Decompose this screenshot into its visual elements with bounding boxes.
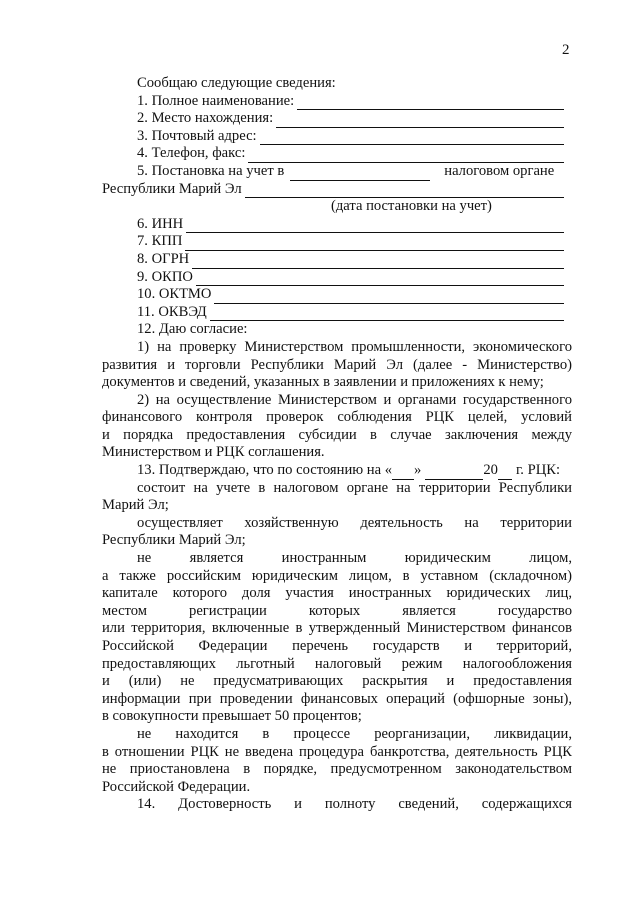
okpo-blank[interactable] — [196, 272, 564, 286]
ogrn-blank[interactable] — [192, 255, 564, 269]
field-okpo: 9. ОКПО — [102, 269, 572, 287]
consent-p1-line: 1) на проверку Министерством промышленности, экономического — [137, 338, 572, 355]
field-inn: 6. ИНН — [102, 216, 572, 234]
tax-registration-note: (дата постановки на учет) — [331, 198, 492, 215]
field-okved: 11. ОКВЭД — [102, 304, 572, 322]
confirm-p3-line: информации при проведении финансовых операций (офшорные зоны), — [102, 690, 572, 707]
tax-registration-blank[interactable] — [290, 167, 430, 181]
field-location: 2. Место нахождения: — [102, 110, 572, 128]
kpp-blank[interactable] — [185, 237, 564, 251]
consent-p1-line: документов и сведений, указанных в заявлении и приложениях к нему; — [102, 374, 544, 391]
confirm-p3-line: а также российским юридическим лицом, в уставном (складочном) — [102, 567, 572, 584]
inn-blank[interactable] — [186, 219, 564, 233]
field-kpp: 7. КПП — [102, 233, 572, 251]
year-blank[interactable] — [498, 466, 512, 480]
confirm-p4-line: не приостановлена в порядке, предусмотренном законодательством — [102, 761, 572, 778]
consent-p2-line: финансового контроля проверок соблюдения РЦК целей, условий — [102, 409, 572, 426]
confirm-p3-line: Российской Федерации перечень государств и территорий, — [102, 638, 572, 654]
field-oktmo: 10. ОКТМО — [102, 286, 572, 304]
page-number: 2 — [562, 42, 570, 58]
postal-address-blank[interactable] — [260, 131, 564, 145]
field-postal-address: 3. Почтовый адрес: — [102, 128, 572, 146]
form-body — [102, 75, 572, 814]
confirm-p3-line: предоставляющих льготный налоговый режим налогообложения — [102, 655, 572, 672]
confirm-p3-line: не является иностранным юридическим лицом, — [137, 550, 572, 567]
field-phone-fax: 4. Телефон, факс: — [102, 145, 572, 163]
confirm-p2-line: Республики Марий Эл; — [102, 532, 246, 549]
okved-blank[interactable] — [210, 307, 564, 321]
confirm-p3-line: в совокупности превышает 50 процентов; — [102, 708, 362, 725]
phone-fax-blank[interactable] — [248, 149, 564, 163]
intro-text: Сообщаю следующие сведения: — [137, 75, 336, 91]
confirm-p3-line: местом регистрации которых является государство — [102, 602, 572, 619]
confirm-p2-line: осуществляет хозяйственную деятельность на территории — [137, 514, 572, 531]
last-paragraph-line: 14. Достоверность и полноту сведений, содержащихся — [137, 796, 572, 813]
field-tax-registration: 5. Постановка на учет в налоговом органе — [137, 162, 555, 179]
confirm-p3-line: или территория, включенные в утвержденный Министерством финансов — [102, 620, 572, 637]
day-blank[interactable] — [392, 466, 414, 480]
oktmo-blank[interactable] — [214, 290, 564, 304]
tax-registration-date-blank[interactable] — [245, 184, 564, 198]
confirm-p3-line: капитале которого доля участия иностранных юридических лиц, — [102, 585, 572, 602]
consent-p2-line: 2) на осуществление Министерством и органами государственного — [137, 391, 572, 408]
location-blank[interactable] — [276, 114, 564, 128]
field-full-name: 1. Полное наименование: — [102, 93, 572, 111]
full-name-blank[interactable] — [297, 96, 564, 110]
consent-p2-line: и порядка предоставления субсидии в случае заключения между — [102, 426, 572, 443]
confirm-p1-line: состоит на учете в налоговом органе на территории Республики — [137, 479, 572, 496]
confirm-p4-line: Российской Федерации. — [102, 778, 251, 795]
field-ogrn: 8. ОГРН — [102, 251, 572, 269]
confirm-p4-line: не находится в процессе реорганизации, ликвидации, — [137, 725, 572, 742]
consent-p2-line: Министерством и РЦК соглашения. — [102, 444, 325, 461]
confirm-p4-line: в отношении РЦК не введена процедура банкротства, деятельность РЦК — [102, 743, 572, 760]
confirm-p3-line: и (или) не предусматривающих раскрытия и предоставления — [102, 673, 572, 690]
consent-p1-line: развития и торговли Республики Марий Эл (далее - Министерство) — [102, 356, 572, 373]
confirm-title: 13. Подтверждаю, что по состоянию на « » 20 г. РЦК: — [137, 462, 561, 479]
month-blank[interactable] — [425, 466, 483, 480]
confirm-p1-line: Марий Эл; — [102, 497, 169, 514]
consent-title: 12. Даю согласие: — [137, 321, 248, 338]
field-tax-registration-cont: Республики Марий Эл — [102, 181, 572, 199]
